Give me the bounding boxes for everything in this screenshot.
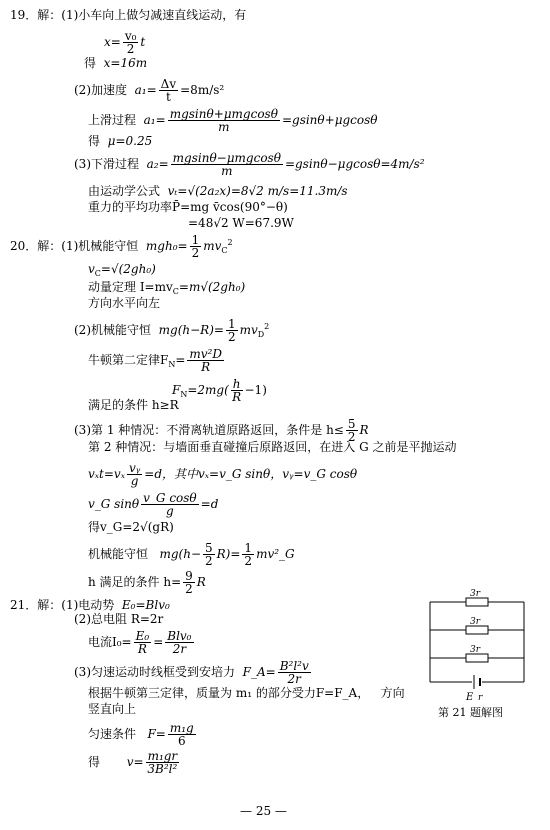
q21-newton-third: 根据牛顿第三定律，质量为 m₁ 的部分受力F=F_A， 方向 [88, 686, 405, 700]
q20-energy: 机械能守恒 mg(h− $\frac{5}{2}$ R)= $\frac{1}{2}$ mv²_G [88, 541, 295, 568]
q19-result-mu: 得 μ=0.25 [88, 134, 153, 148]
q21-result-v: 得 v= $\frac{\text{m₁gr}}{\text{3B²l²}}$ [88, 749, 178, 776]
q20-fn: $F_N=2mg$( $\frac{h}{R}$ −1) [172, 377, 267, 404]
q20-case2: 第 2 种情况：与墙面垂直碰撞后原路返回，在进入 G 之前是平抛运动 [88, 440, 457, 454]
q20-direction: 方向水平向左 [88, 296, 161, 310]
q19-part3: (3)下滑过程 a₂= $\frac{\text{mgsinθ−μmgcosθ}}{m}$ =gsinθ−μgcosθ=4m/s² [74, 151, 425, 178]
q21-title: 21．解：(1)电动势 E₀=Blv₀ [10, 598, 170, 612]
q19-title: 19．解：(1)小车向上做匀减速直线运动，有 [10, 8, 247, 22]
q20-momentum: 动量定理 $I=mv_C=m√(2gh_0)$ [88, 280, 246, 296]
q20-c2-eq: vₓt=vₓ $\frac{\text{vᵧ}}{g}$ =d，其中vₓ=v_G sinθ，vᵧ=v_G cosθ [88, 461, 358, 488]
q20-case1: (3)第 1 种情况：不滑离轨道原路返回，条件是 h≤ $\frac{5}{2}$ R [74, 417, 369, 444]
q21-figure-caption: 第 21 题解图 [438, 706, 503, 719]
internal-r-label: r [478, 693, 483, 703]
q19-part2: (2)加速度 a₁= $\frac{\Delta v}{t}$ =8m/s² [74, 77, 225, 104]
q19-eq1: x= $\frac{\text{v₀}}{2}$ t [104, 29, 146, 56]
q21-circuit-diagram [428, 586, 528, 704]
emf-label: E [466, 692, 474, 703]
q20-part2: (2)机械能守恒 mg(h−R)= $\frac{1}{2}$ $mv_D^2$ [74, 317, 270, 344]
q20-condition: 满足的条件 h≥R [88, 398, 179, 412]
q21-uniform-condition: 匀速条件 F= $\frac{\text{m₁g}}{6}$ [88, 721, 194, 748]
q21-part2: (2)总电阻 R=2r [74, 612, 164, 626]
page-number: — 25 — [240, 804, 287, 818]
q20-newton: 牛顿第二定律$F_N=$ $\frac{\text{mv²D}}{R}$ [88, 347, 222, 374]
q19-result-x: 得 x=16m [84, 56, 148, 70]
q19-power-value: =48√2 W=67.9W [188, 216, 294, 230]
resistor-label-1: 3r [470, 589, 481, 599]
resistor-label-3: 3r [470, 645, 481, 655]
q20-title: 20．解：(1)机械能守恒 mgh₀= $\frac{1}{2}$ $mv_C^2$ [10, 233, 233, 260]
q21-current: 电流I₀= $\frac{\text{E₀}}{R}$ = $\frac{\text{Blv₀}}{2r}$ [88, 629, 192, 656]
q20-c3-eq: v_G sinθ $\frac{\text{v\_G cosθ}}{g}$ =d [88, 491, 219, 518]
q21-part3: (3)匀速运动时线框受到安培力 F_A= $\frac{\text{B²l²v}}{2r}$ [74, 659, 309, 686]
q20-vc: $v_C=√(2gh_0)$ [88, 262, 156, 278]
q20-vg: 得v_G=2√(gR) [88, 520, 174, 534]
resistor-label-2: 3r [470, 617, 481, 627]
q19-power: 重力的平均功率P̄=mg v̄cos(90°−θ) [88, 200, 288, 214]
q19-kinematics: 由运动学公式 vₜ=√(2a₂x)=8√2 m/s=11.3m/s [88, 184, 348, 198]
q21-direction: 竖直向上 [88, 702, 137, 716]
q20-h-condition: h 满足的条件 h= $\frac{9}{2}$ R [88, 569, 206, 596]
q19-upslide: 上滑过程 a₁= $\frac{\text{mgsinθ+μmgcosθ}}{m}$ =gsinθ+μgcosθ [88, 107, 378, 134]
